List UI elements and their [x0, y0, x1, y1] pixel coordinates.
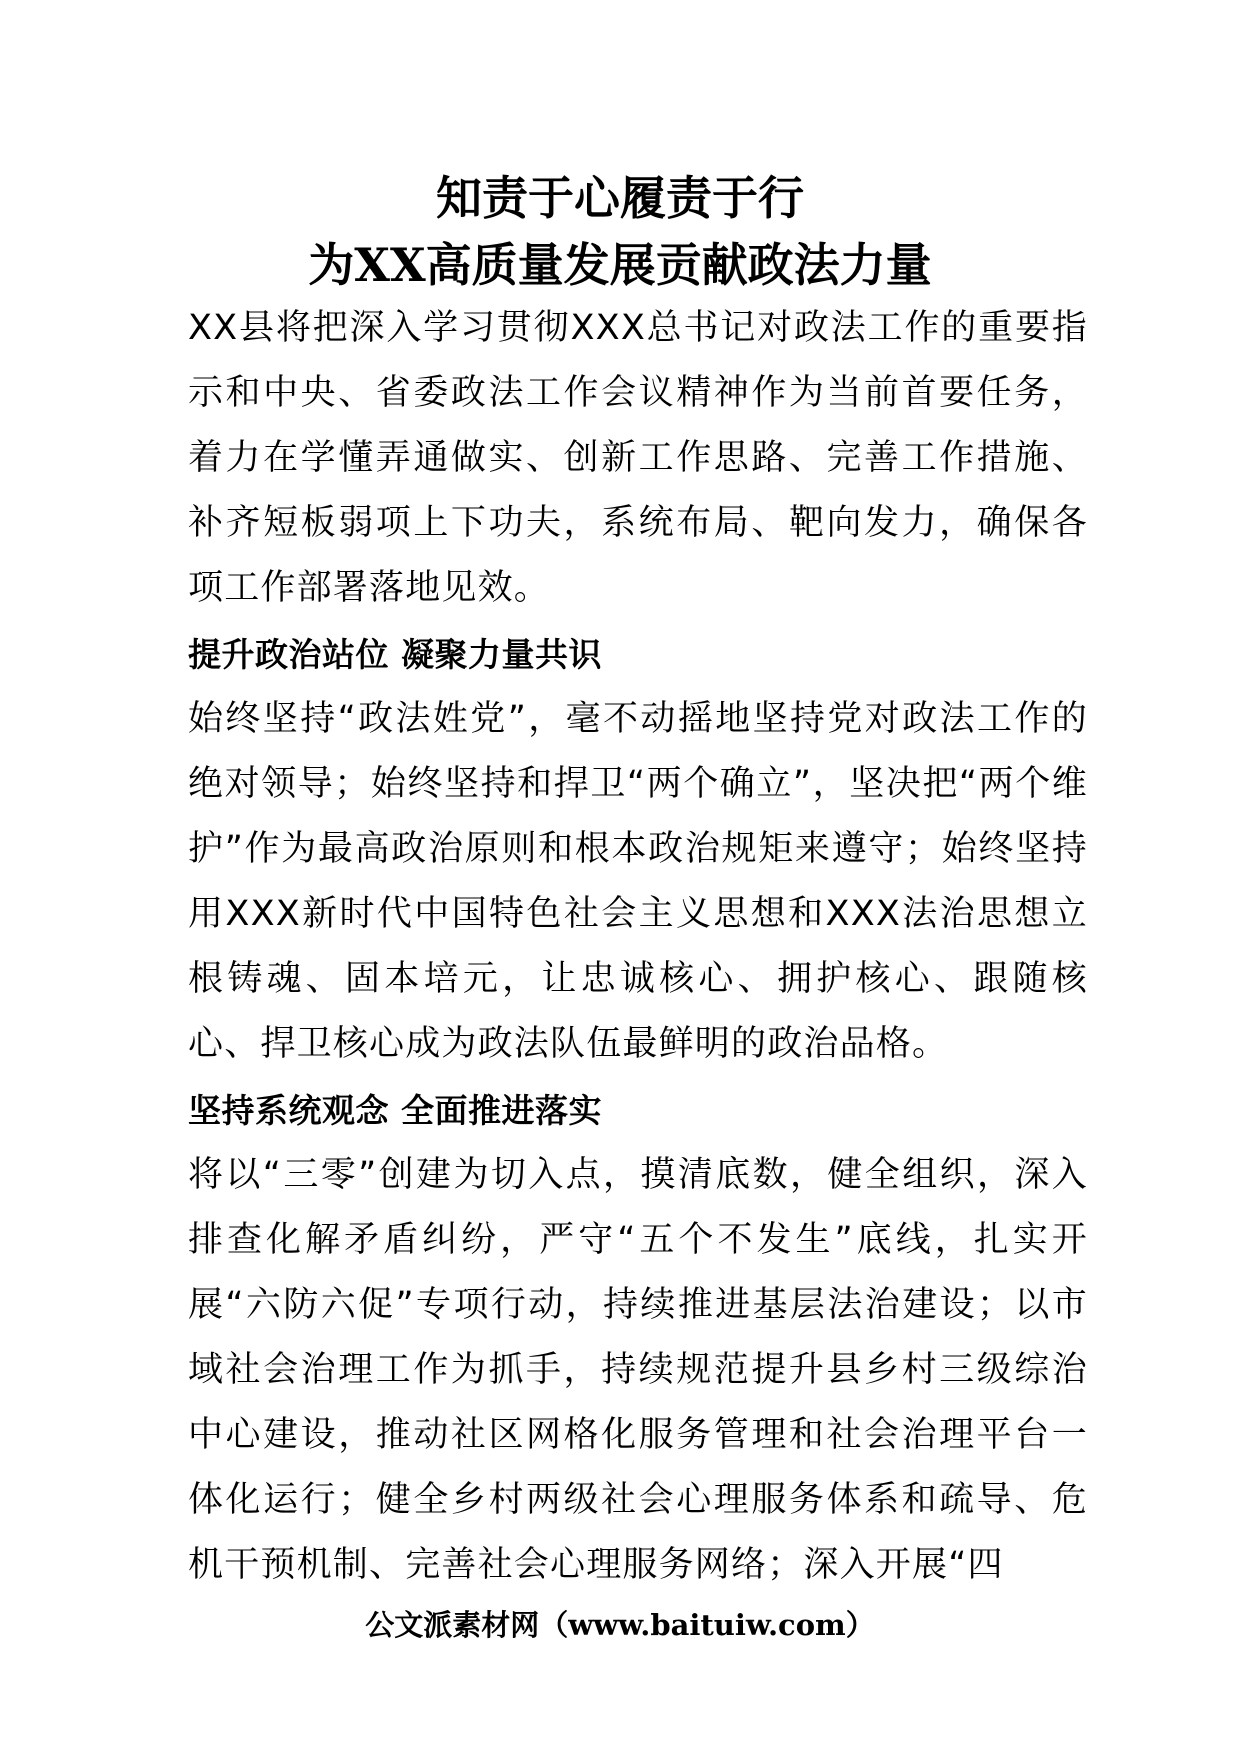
document-title-line-1: 知责于心履责于行 — [436, 171, 804, 225]
intro-paragraph: XX县将把深入学习贯彻XXX总书记对政法工作的重要指示和中央、省委政法工作会议精神作为当前首要任务，着力在学懂弄通做实、创新工作思路、完善工作措施、补齐短板弱项上下功夫，系统布局、靶向发力，确保各项工作部署落地见效。 — [188, 308, 1088, 608]
source-footer: 公文派素材网（www.baituiw.com） — [365, 1608, 875, 1642]
section-1-heading-block — [188, 622, 1088, 687]
document-title-line-2: 为XX高质量发展贡献政法力量 — [308, 238, 932, 292]
section-2-body-block — [188, 1143, 1088, 1598]
section-2-heading-block — [188, 1078, 1088, 1143]
section-heading: 坚持系统观念 全面推进落实 — [188, 1091, 602, 1130]
section-heading: 提升政治站位 凝聚力量共识 — [188, 635, 602, 674]
section-1-body-block — [188, 687, 1088, 1077]
section-paragraph: 将以“三零”创建为切入点，摸清底数，健全组织，深入排查化解矛盾纠纷，严守“五个不发生”底线，扎实开展“六防六促”专项行动，持续推进基层法治建设；以市域社会治理工作为抓手，持续规范提升县乡村三级综治中心建设，推动社区网格化服务管理和社会治理平台一体化运行；健全乡村两级社会心理服务体系和疏导、危机干预机制、完善社会心理服务网络；深入开展“四 — [188, 1155, 1088, 1585]
intro-block — [188, 296, 1088, 621]
section-paragraph: 始终坚持“政法姓党”，毫不动摇地坚持党对政法工作的绝对领导；始终坚持和捍卫“两个确立”，坚决把“两个维护”作为最高政治原则和根本政治规矩来遵守；始终坚持用XXX新时代中国特色社会主义思想和XXX法治思想立根铸魂、固本培元，让忠诚核心、拥护核心、跟随核心、捍卫核心成为政法队伍最鲜明的政治品格。 — [188, 699, 1088, 1064]
